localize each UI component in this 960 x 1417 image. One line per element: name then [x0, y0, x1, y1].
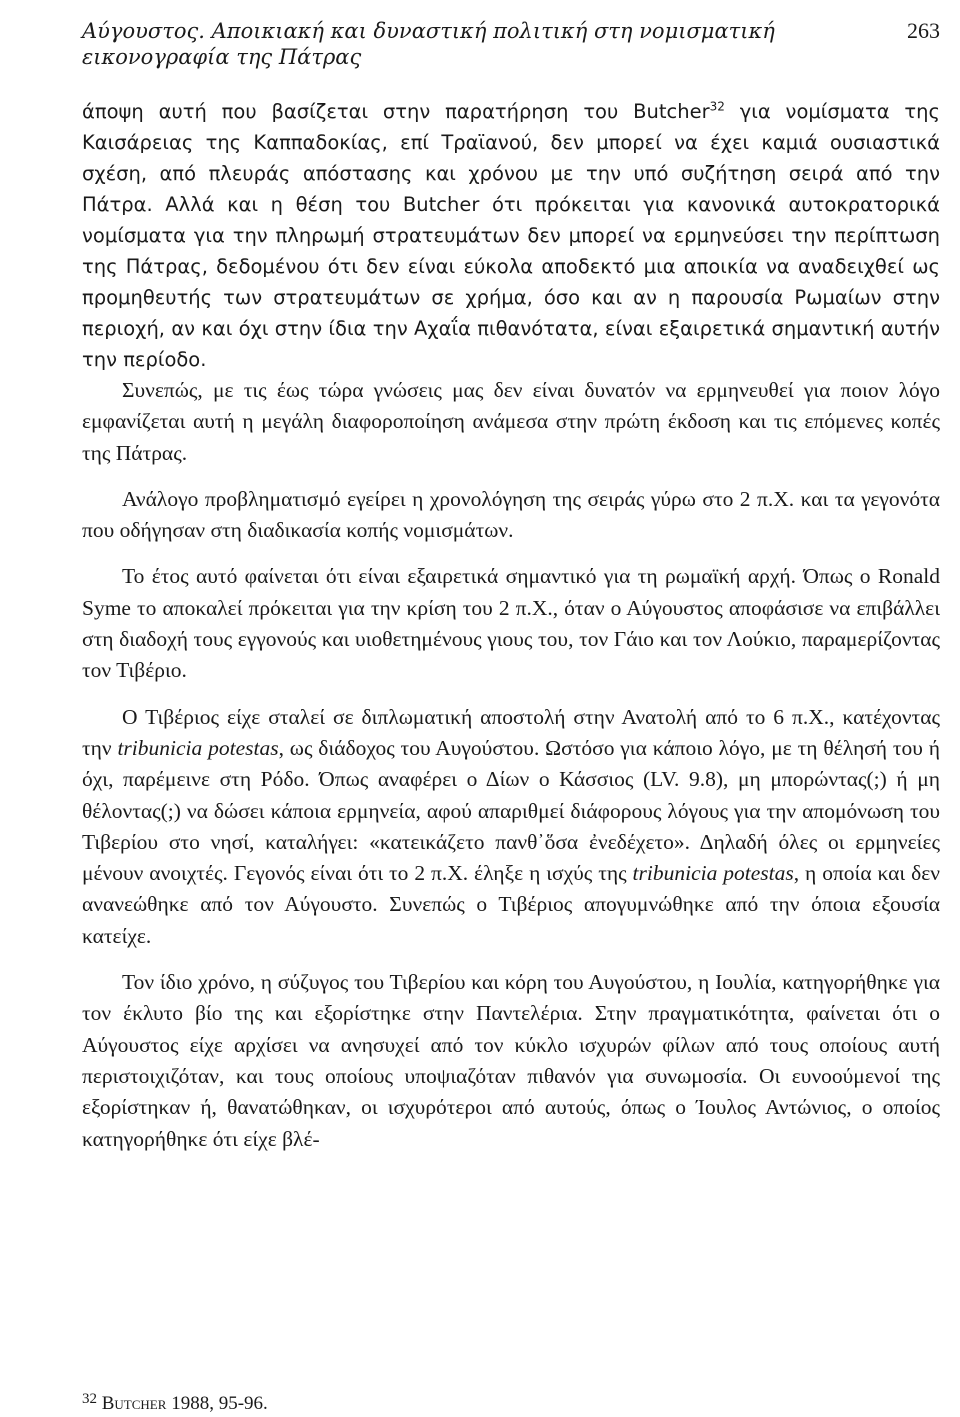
text-run: , ως διάδοχος του Αυγούστου. Ωστόσο για κάποιο λόγο, με τη θέλησή του ή όχι, παρέμεινε στη Ρόδο. Όπως αναφέρει ο Δίων ο Κάσσιος (LV. 9.8), μη μπορώντας(;) ή μη θέλοντας(;) να δώσει κάποια ερμηνεία, αφού απαριθμεί διάφορους λόγους για την απομόνωση του Τιβερίου στο νησί, καταλήγει: «κατεικάζετο πανθ᾽ὅσα ἐνεδέχετο». Δηλαδή όλες οι ερμηνείες μένουν ανοιχτές. Γεγονός είναι ότι το 2 π.Χ. έληξε η ισχύς της: [82, 735, 940, 886]
footnote: [82, 1388, 268, 1415]
paragraph: Τον ίδιο χρόνο, η σύζυγος του Τιβερίου και κόρη του Αυγούστου, η Ιουλία, κατηγορήθηκε για τον έκλυτο βίο της και εξορίστηκε στην Παντελέρια. Στην πραγματικότητα, φαίνεται ότι ο Αύγουστος είχε αρχίσει να ανησυχεί από τον κύκλο ισχυρών φίλων από τους οποίους αυτή περιστοιχιζόταν, και τους οποίους υποψιαζόταν πιθανόν για συνωμοσία. Οι ευνοούμενοί της εξορίστηκαν ή, θανατώθηκαν, οι ισχυρότεροι από αυτούς, όπως ο Ίουλος Αντώνιος, ο οποίος κατηγορήθηκε ότι είχε βλέ-: [82, 970, 940, 1151]
paragraph: [82, 702, 940, 952]
running-head-title: Αύγουστος. Αποικιακή και δυναστική πολιτική στη νομισματική εικονογραφία της Πάτρας: [82, 19, 775, 69]
text-run: Ο Τιβέριος είχε σταλεί σε διπλωματική αποστολή στην Ανατολή από το 6 π.Χ., κατέχοντας την: [82, 704, 940, 760]
italic-term: tribunicia potestas: [117, 735, 279, 760]
body-text: [82, 96, 940, 1155]
italic-term: tribunicia potestas: [632, 861, 794, 886]
paragraph: [82, 96, 940, 375]
footnote-reference: 1988, 95-96.: [166, 1393, 268, 1414]
page-number: 263: [907, 18, 940, 43]
paragraph: Συνεπώς, με τις έως τώρα γνώσεις μας δεν είναι δυνατόν να ερμηνευθεί για ποιον λόγο εμφανίζεται αυτή η μεγάλη διαφοροποίηση ανάμεσα στην πρώτη έκδοση και τις επόμενες κοπές της Πάτρας.: [82, 378, 940, 465]
page: [82, 18, 941, 1151]
paragraph: Το έτος αυτό φαίνεται ότι είναι εξαιρετικά σημαντικό για τη ρωμαϊκή αρχή. Όπως ο Ronald Syme το αποκαλεί πρόκειται για την κρίση του 2 π.Χ., όταν ο Αύγουστος αποφάσισε να επιβάλλει στη διαδοχή τους εγγονούς και υιοθετημένους γιους του, τον Γάιο και τον Λούκιο, παραμερίζοντας τον Τιβέριο.: [82, 564, 940, 683]
footnote-author: Butcher: [101, 1393, 167, 1414]
text-run: άποψη αυτή που βασίζεται στην παρατήρηση του Butcher: [82, 100, 710, 123]
text-run: για νομίσματα της Καισάρειας της Καππαδοκίας, επί Τραϊανού, δεν μπορεί να έχει καμιά ουσιαστικά σχέση, από πλευράς απόστασης και χρόνου με την υπό συζήτηση σειρά από την Πάτρα.: [82, 100, 940, 216]
running-head: [82, 18, 940, 74]
footnote-number: 32: [82, 1391, 97, 1407]
text-run: , η οποία και δεν ανανεώθηκε από τον Αύγουστο. Συνεπώς ο Τιβέριος απογυμνώθηκε από την όποια εξουσία κατείχε.: [82, 861, 941, 948]
paragraph: Ανάλογο προβληματισμό εγείρει η χρονολόγηση της σειράς γύρω στο 2 π.Χ. και τα γεγονότα που οδήγησαν στη διαδικασία κοπής νομισμάτων.: [82, 486, 940, 543]
text-run: Αλλά και η θέση του Butcher ότι πρόκειται για κανονικά αυτοκρατορικά νομίσματα για την πληρωμή στρατευμάτων δεν μπορεί να ερμηνεύσει την περίπτωση της Πάτρας, δεδομένου ότι δεν είναι εύκολα αποδεκτό μια αποικία να αναδειχθεί ως προμηθευτής των στρατευμάτων σε χρήμα, όσο και αν η παρουσία Ρωμαίων στην περιοχή, αν και όχι στην ίδια την Αχαΐα πιθανότατα, είναι εξαιρετικά σημαντική αυτήν την περίοδο.: [82, 193, 940, 371]
footnote-ref: 32: [709, 99, 725, 114]
